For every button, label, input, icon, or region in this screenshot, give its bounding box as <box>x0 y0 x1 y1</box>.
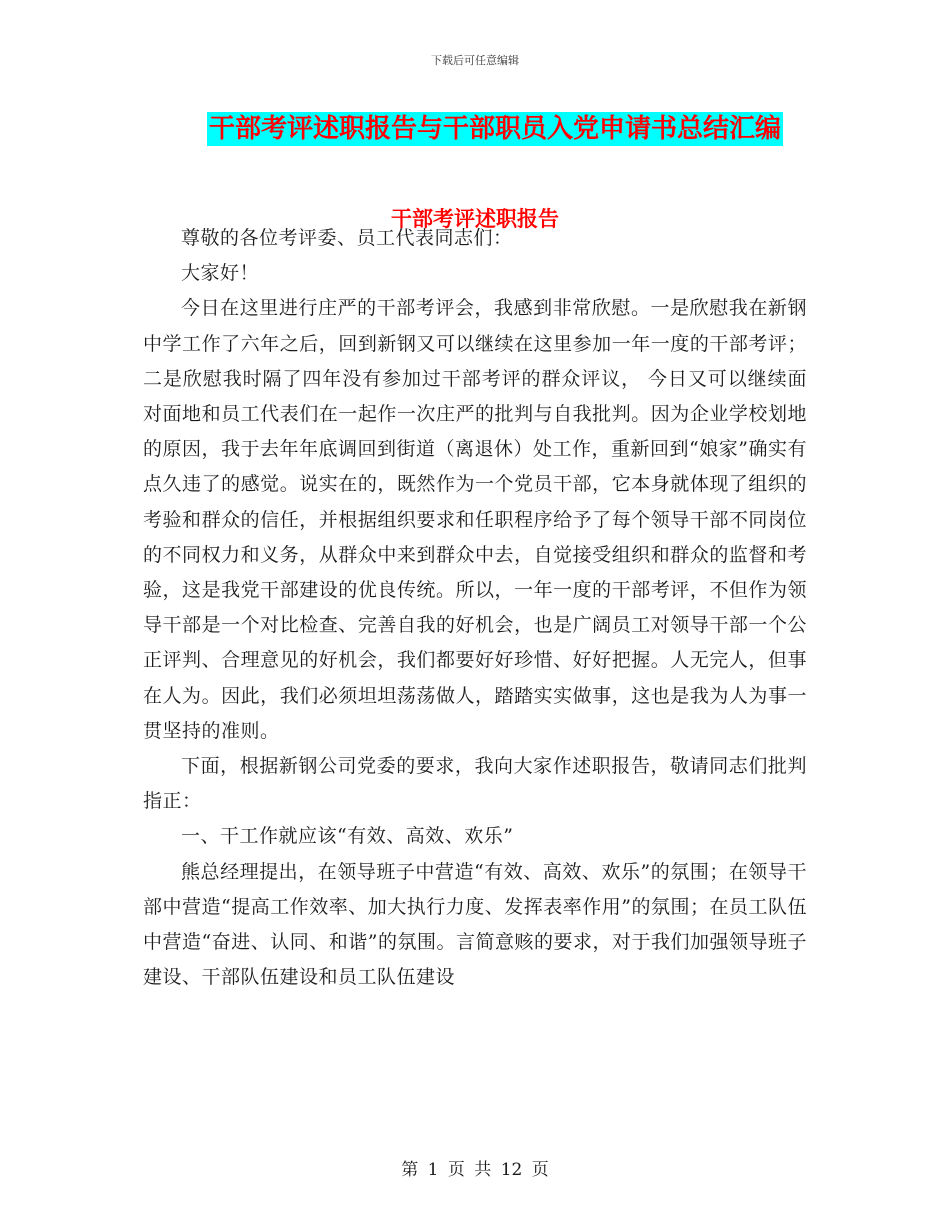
page-footer: 第 1 页 共 12 页 <box>401 1160 549 1180</box>
paragraph-section-1: 熊总经理提出，在领导班子中营造“有效、高效、欢乐”的氛围；在领导干部中营造“提高工作效率、加大执行力度、发挥表率作用”的氛围；在员工队伍中营造“奋进、认同、和谐”的氛围。言简意赅的要求，对于我们加强领导班子建设、干部队伍建设和员工队伍建设 <box>143 860 807 989</box>
paragraph-greeting: 大家好！ <box>181 262 260 285</box>
body-text <box>143 221 807 995</box>
paragraph-intro: 今日在这里进行庄严的干部考评会，我感到非常欣慰。一是欣慰我在新钢中学工作了六年之后，回到新钢又可以继续在这里参加一年一度的干部考评；二是欣慰我时隔了四年没有参加过干部考评的群众评议， 今日又可以继续面对面地和员工代表们在一起作一次庄严的批判与自我批判。因为企业学校划地的原因，我于去年年底调回到街道（离退休）处工作，重新回到“娘家”确实有点久违了的感觉。说实在的，既然作为一个党员干部，它本身就体现了组织的考验和群众的信任，并根据组织要求和任职程序给予了每个领导干部不同岗位的不同权力和义务，从群众中来到群众中去，自觉接受组织和群众的监督和考验，这是我党干部建设的优良传统。所以，一年一度的干部考评，不但作为领导干部是一个对比检查、完善自我的好机会，也是广阔员工对领导干部一个公正评判、合理意见的好机会，我们都要好好珍惜、好好把握。人无完人，但事在人为。因此，我们必须坦坦荡荡做人，踏踏实实做事，这也是我为人为事一贯坚持的准则。 <box>143 297 807 742</box>
section-title: 干部考评述职报告 <box>391 206 559 231</box>
paragraph-heading-1: 一、干工作就应该“有效、高效、欢乐” <box>181 825 514 848</box>
document-title: 干部考评述职报告与干部职员入党申请书总结汇编 <box>209 114 782 144</box>
paragraph-salutation: 尊敬的各位考评委、员工代表同志们： <box>181 227 513 249</box>
paragraph-transition: 下面，根据新钢公司党委的要求，我向大家作述职报告，敬请同志们批判指正： <box>143 755 807 813</box>
header-note: 下载后可任意编辑 <box>431 54 519 67</box>
